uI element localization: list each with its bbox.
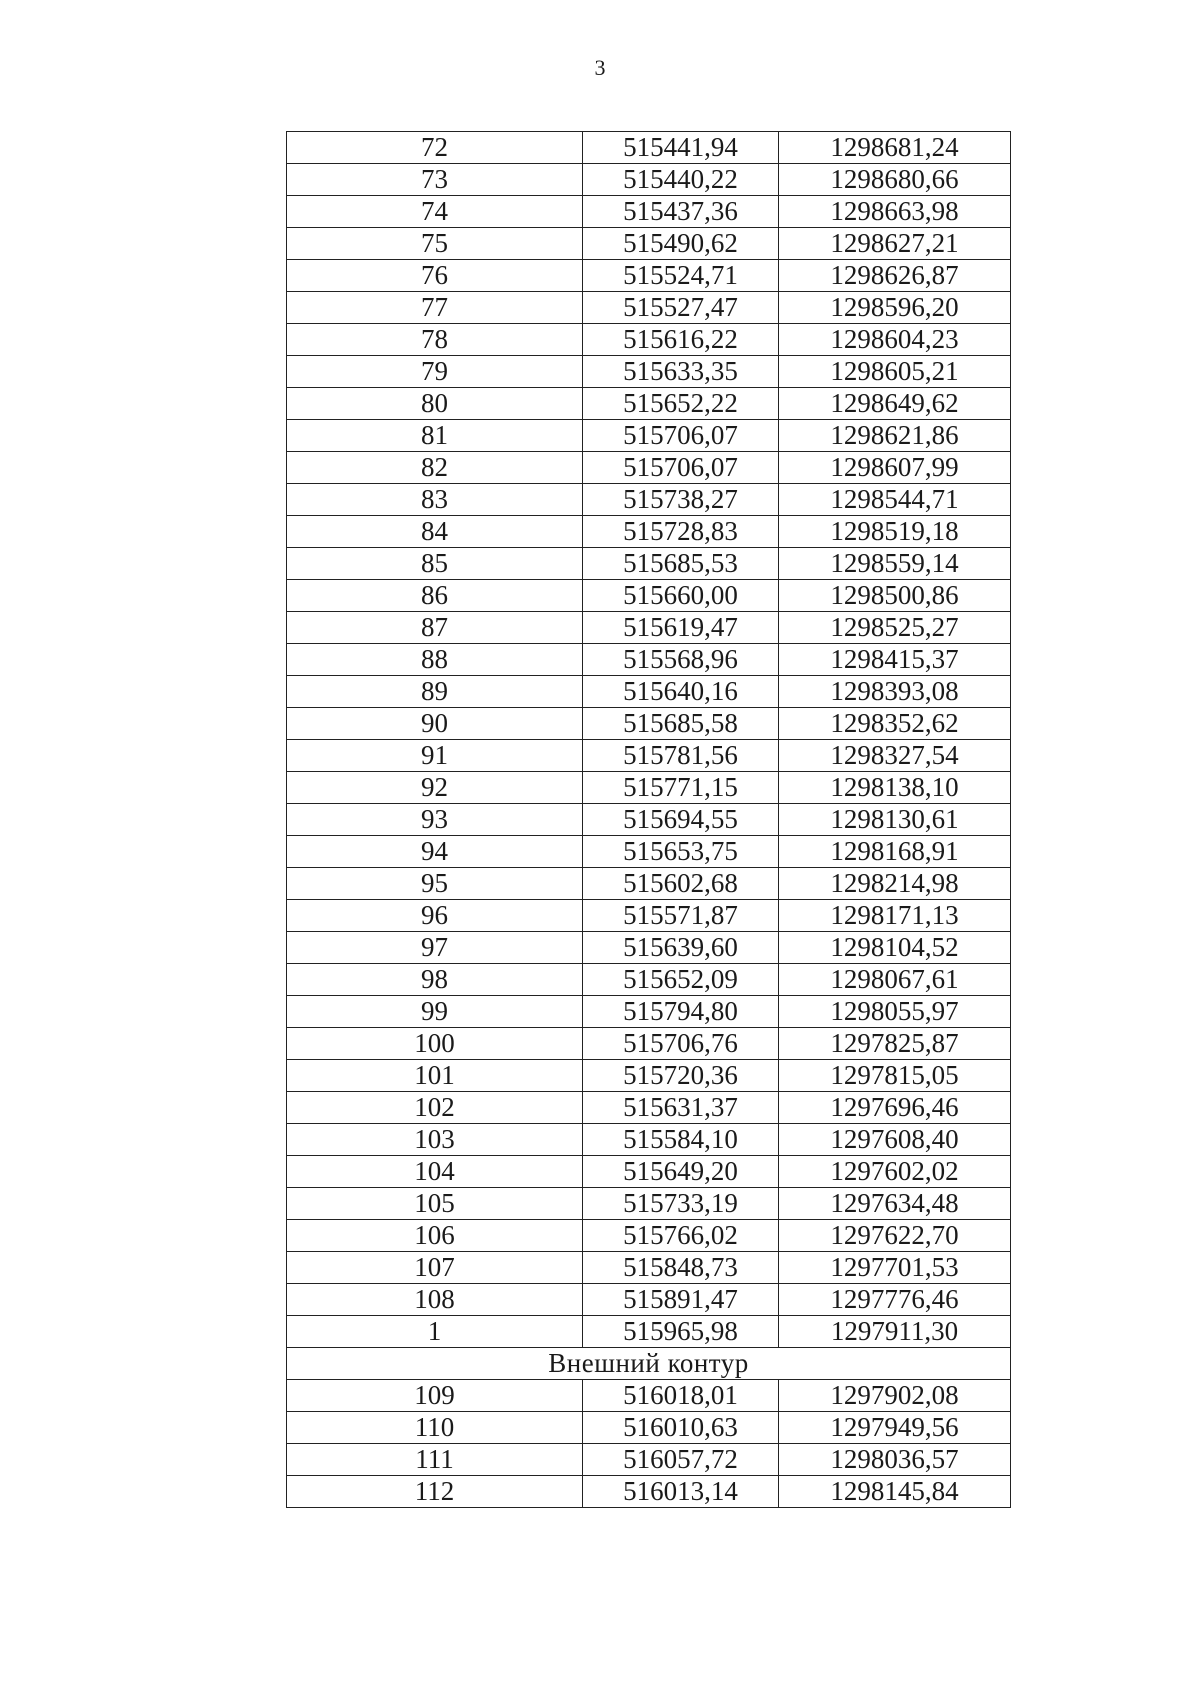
- y-coordinate-cell: 1298559,14: [779, 548, 1011, 580]
- x-coordinate-cell: 515568,96: [583, 644, 779, 676]
- table-row: [287, 1380, 1011, 1412]
- table-row: [287, 708, 1011, 740]
- table-row: [287, 740, 1011, 772]
- y-coordinate-cell: 1298415,37: [779, 644, 1011, 676]
- y-coordinate-cell: 1298352,62: [779, 708, 1011, 740]
- y-coordinate-cell: 1298626,87: [779, 260, 1011, 292]
- x-coordinate-cell: 515619,47: [583, 612, 779, 644]
- point-number-cell: 73: [287, 164, 583, 196]
- outer-contour-table-body: [287, 1380, 1011, 1508]
- y-coordinate-cell: 1297602,02: [779, 1156, 1011, 1188]
- x-coordinate-cell: 515602,68: [583, 868, 779, 900]
- x-coordinate-cell: 515738,27: [583, 484, 779, 516]
- y-coordinate-cell: 1298393,08: [779, 676, 1011, 708]
- x-coordinate-cell: 515965,98: [583, 1316, 779, 1348]
- y-coordinate-cell: 1298605,21: [779, 356, 1011, 388]
- y-coordinate-cell: 1297911,30: [779, 1316, 1011, 1348]
- point-number-cell: 106: [287, 1220, 583, 1252]
- x-coordinate-cell: 515490,62: [583, 228, 779, 260]
- x-coordinate-cell: 515771,15: [583, 772, 779, 804]
- table-row: [287, 996, 1011, 1028]
- point-number-cell: 104: [287, 1156, 583, 1188]
- point-number-cell: 74: [287, 196, 583, 228]
- table-row: [287, 132, 1011, 164]
- y-coordinate-cell: 1298168,91: [779, 836, 1011, 868]
- coordinates-table-body: [287, 132, 1011, 1348]
- point-number-cell: 95: [287, 868, 583, 900]
- point-number-cell: 78: [287, 324, 583, 356]
- table-row: [287, 1252, 1011, 1284]
- table-row: [287, 836, 1011, 868]
- table-row: [287, 1316, 1011, 1348]
- x-coordinate-cell: 515720,36: [583, 1060, 779, 1092]
- x-coordinate-cell: 515781,56: [583, 740, 779, 772]
- table-row: [287, 1060, 1011, 1092]
- y-coordinate-cell: 1298607,99: [779, 452, 1011, 484]
- point-number-cell: 83: [287, 484, 583, 516]
- y-coordinate-cell: 1298036,57: [779, 1444, 1011, 1476]
- y-coordinate-cell: 1298145,84: [779, 1476, 1011, 1508]
- y-coordinate-cell: 1298138,10: [779, 772, 1011, 804]
- x-coordinate-cell: 515652,22: [583, 388, 779, 420]
- table-row: [287, 612, 1011, 644]
- x-coordinate-cell: 515660,00: [583, 580, 779, 612]
- y-coordinate-cell: 1298055,97: [779, 996, 1011, 1028]
- point-number-cell: 105: [287, 1188, 583, 1220]
- table-row: [287, 1124, 1011, 1156]
- x-coordinate-cell: 515766,02: [583, 1220, 779, 1252]
- y-coordinate-cell: 1298681,24: [779, 132, 1011, 164]
- section-header-row: [287, 1348, 1011, 1380]
- y-coordinate-cell: 1298130,61: [779, 804, 1011, 836]
- x-coordinate-cell: 515733,19: [583, 1188, 779, 1220]
- point-number-cell: 99: [287, 996, 583, 1028]
- table-row: [287, 324, 1011, 356]
- y-coordinate-cell: 1298171,13: [779, 900, 1011, 932]
- table-row: [287, 804, 1011, 836]
- y-coordinate-cell: 1297701,53: [779, 1252, 1011, 1284]
- x-coordinate-cell: 515584,10: [583, 1124, 779, 1156]
- x-coordinate-cell: 515706,07: [583, 452, 779, 484]
- x-coordinate-cell: 515848,73: [583, 1252, 779, 1284]
- x-coordinate-cell: 515706,76: [583, 1028, 779, 1060]
- point-number-cell: 76: [287, 260, 583, 292]
- point-number-cell: 84: [287, 516, 583, 548]
- y-coordinate-cell: 1298604,23: [779, 324, 1011, 356]
- point-number-cell: 89: [287, 676, 583, 708]
- table-row: [287, 388, 1011, 420]
- y-coordinate-cell: 1298663,98: [779, 196, 1011, 228]
- y-coordinate-cell: 1298649,62: [779, 388, 1011, 420]
- point-number-cell: 97: [287, 932, 583, 964]
- table-row: [287, 1156, 1011, 1188]
- point-number-cell: 110: [287, 1412, 583, 1444]
- table-row: [287, 516, 1011, 548]
- y-coordinate-cell: 1297902,08: [779, 1380, 1011, 1412]
- y-coordinate-cell: 1298525,27: [779, 612, 1011, 644]
- point-number-cell: 98: [287, 964, 583, 996]
- point-number-cell: 88: [287, 644, 583, 676]
- x-coordinate-cell: 515437,36: [583, 196, 779, 228]
- section-title: Внешний контур: [287, 1348, 1011, 1380]
- table-row: [287, 548, 1011, 580]
- table-row: [287, 484, 1011, 516]
- point-number-cell: 90: [287, 708, 583, 740]
- point-number-cell: 85: [287, 548, 583, 580]
- x-coordinate-cell: 515441,94: [583, 132, 779, 164]
- table-row: [287, 260, 1011, 292]
- x-coordinate-cell: 515706,07: [583, 420, 779, 452]
- x-coordinate-cell: 515571,87: [583, 900, 779, 932]
- point-number-cell: 79: [287, 356, 583, 388]
- table-row: [287, 292, 1011, 324]
- point-number-cell: 91: [287, 740, 583, 772]
- x-coordinate-cell: 515633,35: [583, 356, 779, 388]
- point-number-cell: 107: [287, 1252, 583, 1284]
- y-coordinate-cell: 1297949,56: [779, 1412, 1011, 1444]
- table-row: [287, 1412, 1011, 1444]
- x-coordinate-cell: 515652,09: [583, 964, 779, 996]
- table-row: [287, 644, 1011, 676]
- x-coordinate-cell: 515728,83: [583, 516, 779, 548]
- y-coordinate-cell: 1297815,05: [779, 1060, 1011, 1092]
- table-row: [287, 1092, 1011, 1124]
- point-number-cell: 87: [287, 612, 583, 644]
- y-coordinate-cell: 1298627,21: [779, 228, 1011, 260]
- table-row: [287, 580, 1011, 612]
- table-row: [287, 1188, 1011, 1220]
- x-coordinate-cell: 515631,37: [583, 1092, 779, 1124]
- y-coordinate-cell: 1298327,54: [779, 740, 1011, 772]
- y-coordinate-cell: 1297776,46: [779, 1284, 1011, 1316]
- table-row: [287, 1220, 1011, 1252]
- point-number-cell: 109: [287, 1380, 583, 1412]
- x-coordinate-cell: 515639,60: [583, 932, 779, 964]
- table-row: [287, 196, 1011, 228]
- x-coordinate-cell: 515640,16: [583, 676, 779, 708]
- point-number-cell: 102: [287, 1092, 583, 1124]
- y-coordinate-cell: 1298500,86: [779, 580, 1011, 612]
- table-row: [287, 1444, 1011, 1476]
- point-number-cell: 80: [287, 388, 583, 420]
- x-coordinate-cell: 515440,22: [583, 164, 779, 196]
- y-coordinate-cell: 1297608,40: [779, 1124, 1011, 1156]
- x-coordinate-cell: 515653,75: [583, 836, 779, 868]
- y-coordinate-cell: 1298104,52: [779, 932, 1011, 964]
- y-coordinate-cell: 1298214,98: [779, 868, 1011, 900]
- table-row: [287, 420, 1011, 452]
- y-coordinate-cell: 1297634,48: [779, 1188, 1011, 1220]
- table-row: [287, 1028, 1011, 1060]
- x-coordinate-cell: 515527,47: [583, 292, 779, 324]
- x-coordinate-cell: 515616,22: [583, 324, 779, 356]
- table-row: [287, 356, 1011, 388]
- y-coordinate-cell: 1297825,87: [779, 1028, 1011, 1060]
- table-row: [287, 676, 1011, 708]
- point-number-cell: 96: [287, 900, 583, 932]
- point-number-cell: 72: [287, 132, 583, 164]
- point-number-cell: 111: [287, 1444, 583, 1476]
- table-row: [287, 932, 1011, 964]
- point-number-cell: 86: [287, 580, 583, 612]
- point-number-cell: 100: [287, 1028, 583, 1060]
- section-header-group: [287, 1348, 1011, 1380]
- y-coordinate-cell: 1298067,61: [779, 964, 1011, 996]
- y-coordinate-cell: 1298519,18: [779, 516, 1011, 548]
- point-number-cell: 75: [287, 228, 583, 260]
- x-coordinate-cell: 516010,63: [583, 1412, 779, 1444]
- x-coordinate-cell: 515649,20: [583, 1156, 779, 1188]
- point-number-cell: 1: [287, 1316, 583, 1348]
- x-coordinate-cell: 516013,14: [583, 1476, 779, 1508]
- x-coordinate-cell: 515891,47: [583, 1284, 779, 1316]
- point-number-cell: 77: [287, 292, 583, 324]
- point-number-cell: 112: [287, 1476, 583, 1508]
- table-row: [287, 1284, 1011, 1316]
- table-row: [287, 164, 1011, 196]
- x-coordinate-cell: 515685,58: [583, 708, 779, 740]
- x-coordinate-cell: 515694,55: [583, 804, 779, 836]
- x-coordinate-cell: 515685,53: [583, 548, 779, 580]
- point-number-cell: 103: [287, 1124, 583, 1156]
- table-row: [287, 900, 1011, 932]
- table-row: [287, 452, 1011, 484]
- y-coordinate-cell: 1298621,86: [779, 420, 1011, 452]
- y-coordinate-cell: 1298596,20: [779, 292, 1011, 324]
- table-row: [287, 772, 1011, 804]
- point-number-cell: 82: [287, 452, 583, 484]
- x-coordinate-cell: 516018,01: [583, 1380, 779, 1412]
- y-coordinate-cell: 1297696,46: [779, 1092, 1011, 1124]
- point-number-cell: 94: [287, 836, 583, 868]
- table-row: [287, 228, 1011, 260]
- page-number: 3: [594, 55, 606, 80]
- point-number-cell: 92: [287, 772, 583, 804]
- table-row: [287, 964, 1011, 996]
- coordinates-table: [286, 131, 1011, 1508]
- x-coordinate-cell: 515524,71: [583, 260, 779, 292]
- y-coordinate-cell: 1298680,66: [779, 164, 1011, 196]
- point-number-cell: 108: [287, 1284, 583, 1316]
- y-coordinate-cell: 1298544,71: [779, 484, 1011, 516]
- y-coordinate-cell: 1297622,70: [779, 1220, 1011, 1252]
- point-number-cell: 101: [287, 1060, 583, 1092]
- point-number-cell: 81: [287, 420, 583, 452]
- x-coordinate-cell: 516057,72: [583, 1444, 779, 1476]
- table-row: [287, 868, 1011, 900]
- x-coordinate-cell: 515794,80: [583, 996, 779, 1028]
- point-number-cell: 93: [287, 804, 583, 836]
- table-row: [287, 1476, 1011, 1508]
